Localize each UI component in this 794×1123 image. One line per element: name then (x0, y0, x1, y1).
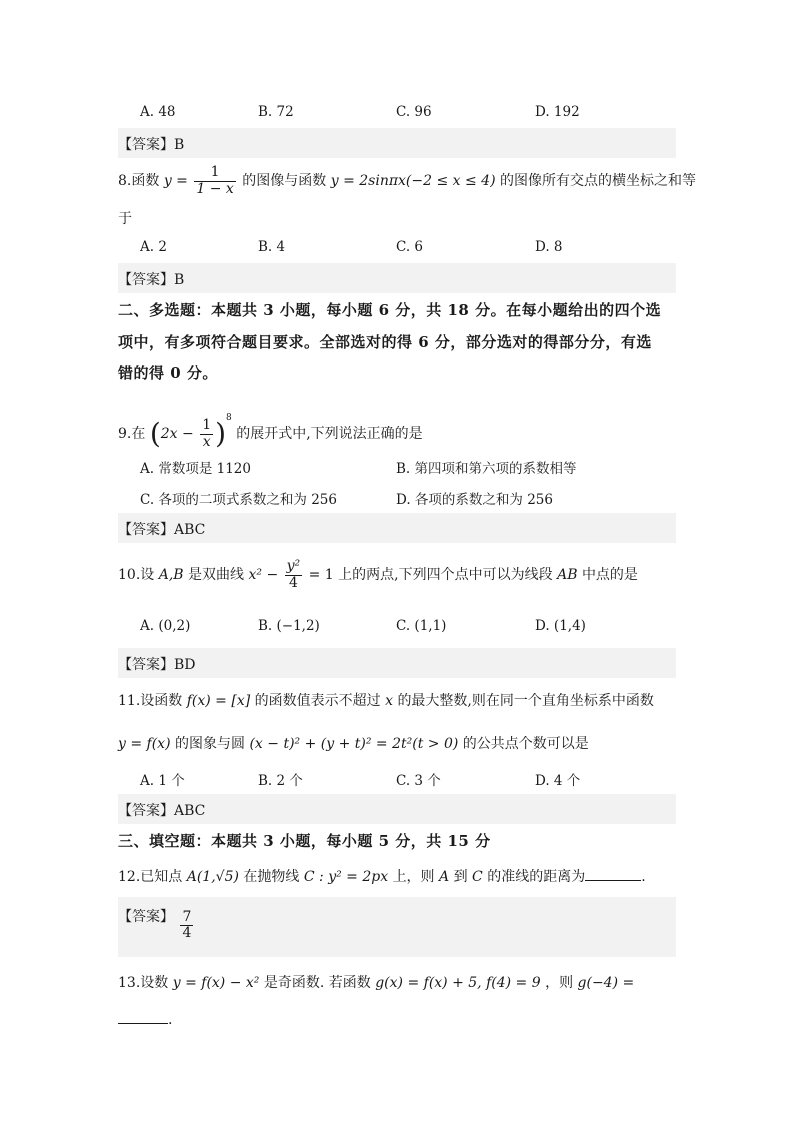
q8-continuation: 于 (118, 211, 132, 227)
q9-tail-text: 的展开式中,下列说法正确的是 (236, 426, 423, 442)
q11-mid-text: 的函数值表示不超过 (254, 693, 381, 709)
q7-answer: 【答案】B (118, 137, 185, 153)
q13-blank (118, 1023, 168, 1024)
q11-option-c: C. 3 个 (396, 773, 441, 789)
q13-blank-line (118, 1012, 172, 1028)
q11-y-fx: y = f(x) (118, 736, 171, 752)
q13-stem (118, 972, 634, 992)
q9-option-b: B. 第四项和第六项的系数相等 (396, 461, 577, 477)
q11-option-b: B. 2 个 (258, 773, 303, 789)
q12-answer-label: 【答案】 (118, 909, 174, 925)
q9-option-c: C. 各项的二项式系数之和为 256 (140, 492, 337, 508)
q10-stem (118, 555, 638, 595)
q8-stem (118, 162, 696, 200)
q7-option-b: B. 72 (258, 104, 294, 120)
q12-answer-num: 7 (182, 908, 192, 925)
q13-gx: g(x) = f(x) + 5, f(4) = 9 (375, 975, 541, 991)
q11-tail-text: 的最大整数,则在同一个直角坐标系中函数 (397, 693, 654, 709)
q7-answer-band (118, 128, 676, 158)
section2-line1: 二、多选题：本题共 3 小题，每小题 6 分，共 18 分。在每小题给出的四个选 (118, 301, 662, 319)
q12-to: 到 (453, 869, 468, 885)
q8-frac-num: 1 (194, 165, 235, 181)
q13-end: . (168, 1012, 173, 1028)
q12-end: . (641, 869, 646, 885)
q7-option-c: C. 96 (396, 104, 432, 120)
q11-line2-tail: 的公共点个数可以是 (462, 736, 589, 752)
q12-mid2: 上，则 (392, 869, 435, 885)
q8-sine-expr: y = 2sinπx(−2 ≤ x ≤ 4) (330, 173, 496, 189)
q8-option-d: D. 8 (535, 239, 563, 255)
q10-answer: 【答案】BD (118, 657, 196, 673)
q8-option-c: C. 6 (396, 239, 424, 255)
q11-option-d: D. 4 个 (535, 773, 581, 789)
section3-heading: 三、填空题：本题共 3 小题，每小题 5 分，共 15 分 (118, 832, 491, 850)
q11-number: 11.设函数 (118, 693, 183, 709)
q8-y-eq: y = (163, 173, 188, 189)
q13-expr: y = f(x) − x² (172, 975, 260, 991)
q8-option-a: A. 2 (140, 239, 167, 255)
q10-eq: = 1 (308, 567, 334, 583)
section2-line3: 错的得 0 分。 (118, 364, 218, 382)
section2-line2: 项中，有多项符合题目要求。全部选对的得 6 分，部分选对的得部分分，有选 (118, 333, 652, 351)
q9-option-d: D. 各项的系数之和为 256 (396, 492, 553, 508)
q13-tail-text: ，则 (545, 975, 574, 991)
q9-expr-left: 2x − (160, 426, 194, 442)
q13-g-neg4: g(−4) = (577, 975, 635, 991)
q8-fraction (194, 165, 235, 197)
q7-option-d: D. 192 (535, 104, 580, 120)
q8-number: 8.函数 (118, 173, 160, 189)
q8-tail-text: 的图像所有交点的横坐标之和等 (500, 173, 697, 189)
q11-floor-func: f(x) = [x] (186, 693, 251, 709)
q12-point: A(1,√5) (186, 869, 239, 885)
q11-line2-mid: 的图象与圆 (175, 736, 245, 752)
q12-blank (585, 880, 641, 881)
q12-answer-den: 4 (182, 925, 192, 941)
q13-number: 13.设数 (118, 975, 169, 991)
q13-mid-text: 是奇函数. 若函数 (263, 975, 371, 991)
q9-number: 9.在 (118, 426, 146, 442)
q9-right-paren: ) (215, 417, 227, 450)
q9-stem (118, 398, 423, 454)
q9-frac-den: x (202, 433, 211, 450)
q9-power: 8 (226, 413, 232, 423)
q10-option-c: C. (1,1) (396, 618, 447, 634)
q10-x2: x² − (248, 567, 279, 583)
q8-frac-den: 1 − x (196, 180, 234, 197)
q9-frac-num: 1 (202, 417, 212, 434)
q12-answer-fraction (180, 910, 193, 942)
q12-mid-text: 在抛物线 (243, 869, 300, 885)
q10-answer-band (118, 648, 676, 678)
q12-c: C (472, 869, 483, 885)
q11-xvar: x (385, 693, 393, 709)
q10-segment: AB (557, 567, 578, 583)
q10-frac-den: 4 (288, 574, 298, 591)
q9-fraction (200, 418, 213, 450)
q10-option-a: A. (0,2) (140, 618, 191, 634)
q12-number: 12.已知点 (118, 869, 183, 885)
q9-option-a: A. 常数项是 1120 (140, 461, 251, 477)
q10-mid-text: 是双曲线 (188, 567, 245, 583)
q12-answer (118, 906, 195, 941)
q12-answer-band (118, 897, 676, 957)
q8-option-b: B. 4 (258, 239, 286, 255)
q11-stem-line1 (118, 690, 654, 710)
q12-stem (118, 866, 646, 886)
q8-mid-text: 的图像与函数 (242, 173, 327, 189)
q10-points: A,B (158, 567, 184, 583)
q9-answer: 【答案】ABC (118, 522, 206, 538)
q8-answer-band (118, 263, 676, 293)
q10-tail2: 中点的是 (581, 567, 638, 583)
q10-fraction (285, 559, 303, 591)
q11-option-a: A. 1 个 (140, 773, 185, 789)
q12-tail-text: 的准线的距离为 (487, 869, 586, 885)
q8-answer: 【答案】B (118, 272, 185, 288)
q10-tail1: 上的两点,下列四个点中可以为线段 (338, 567, 553, 583)
q11-stem-line2 (118, 733, 589, 753)
q12-a: A (439, 869, 450, 885)
q11-circle: (x − t)² + (y + t)² = 2t²(t > 0) (249, 736, 459, 752)
q7-option-a: A. 48 (140, 104, 176, 120)
q10-option-d: D. (1,4) (535, 618, 586, 634)
q10-number: 10.设 (118, 567, 155, 583)
q11-answer: 【答案】ABC (118, 803, 206, 819)
q12-parabola: C : y² = 2px (303, 869, 389, 885)
q10-option-b: B. (−1,2) (258, 618, 320, 634)
q9-left-paren: ( (149, 417, 161, 450)
q10-frac-num: y² (286, 558, 301, 575)
